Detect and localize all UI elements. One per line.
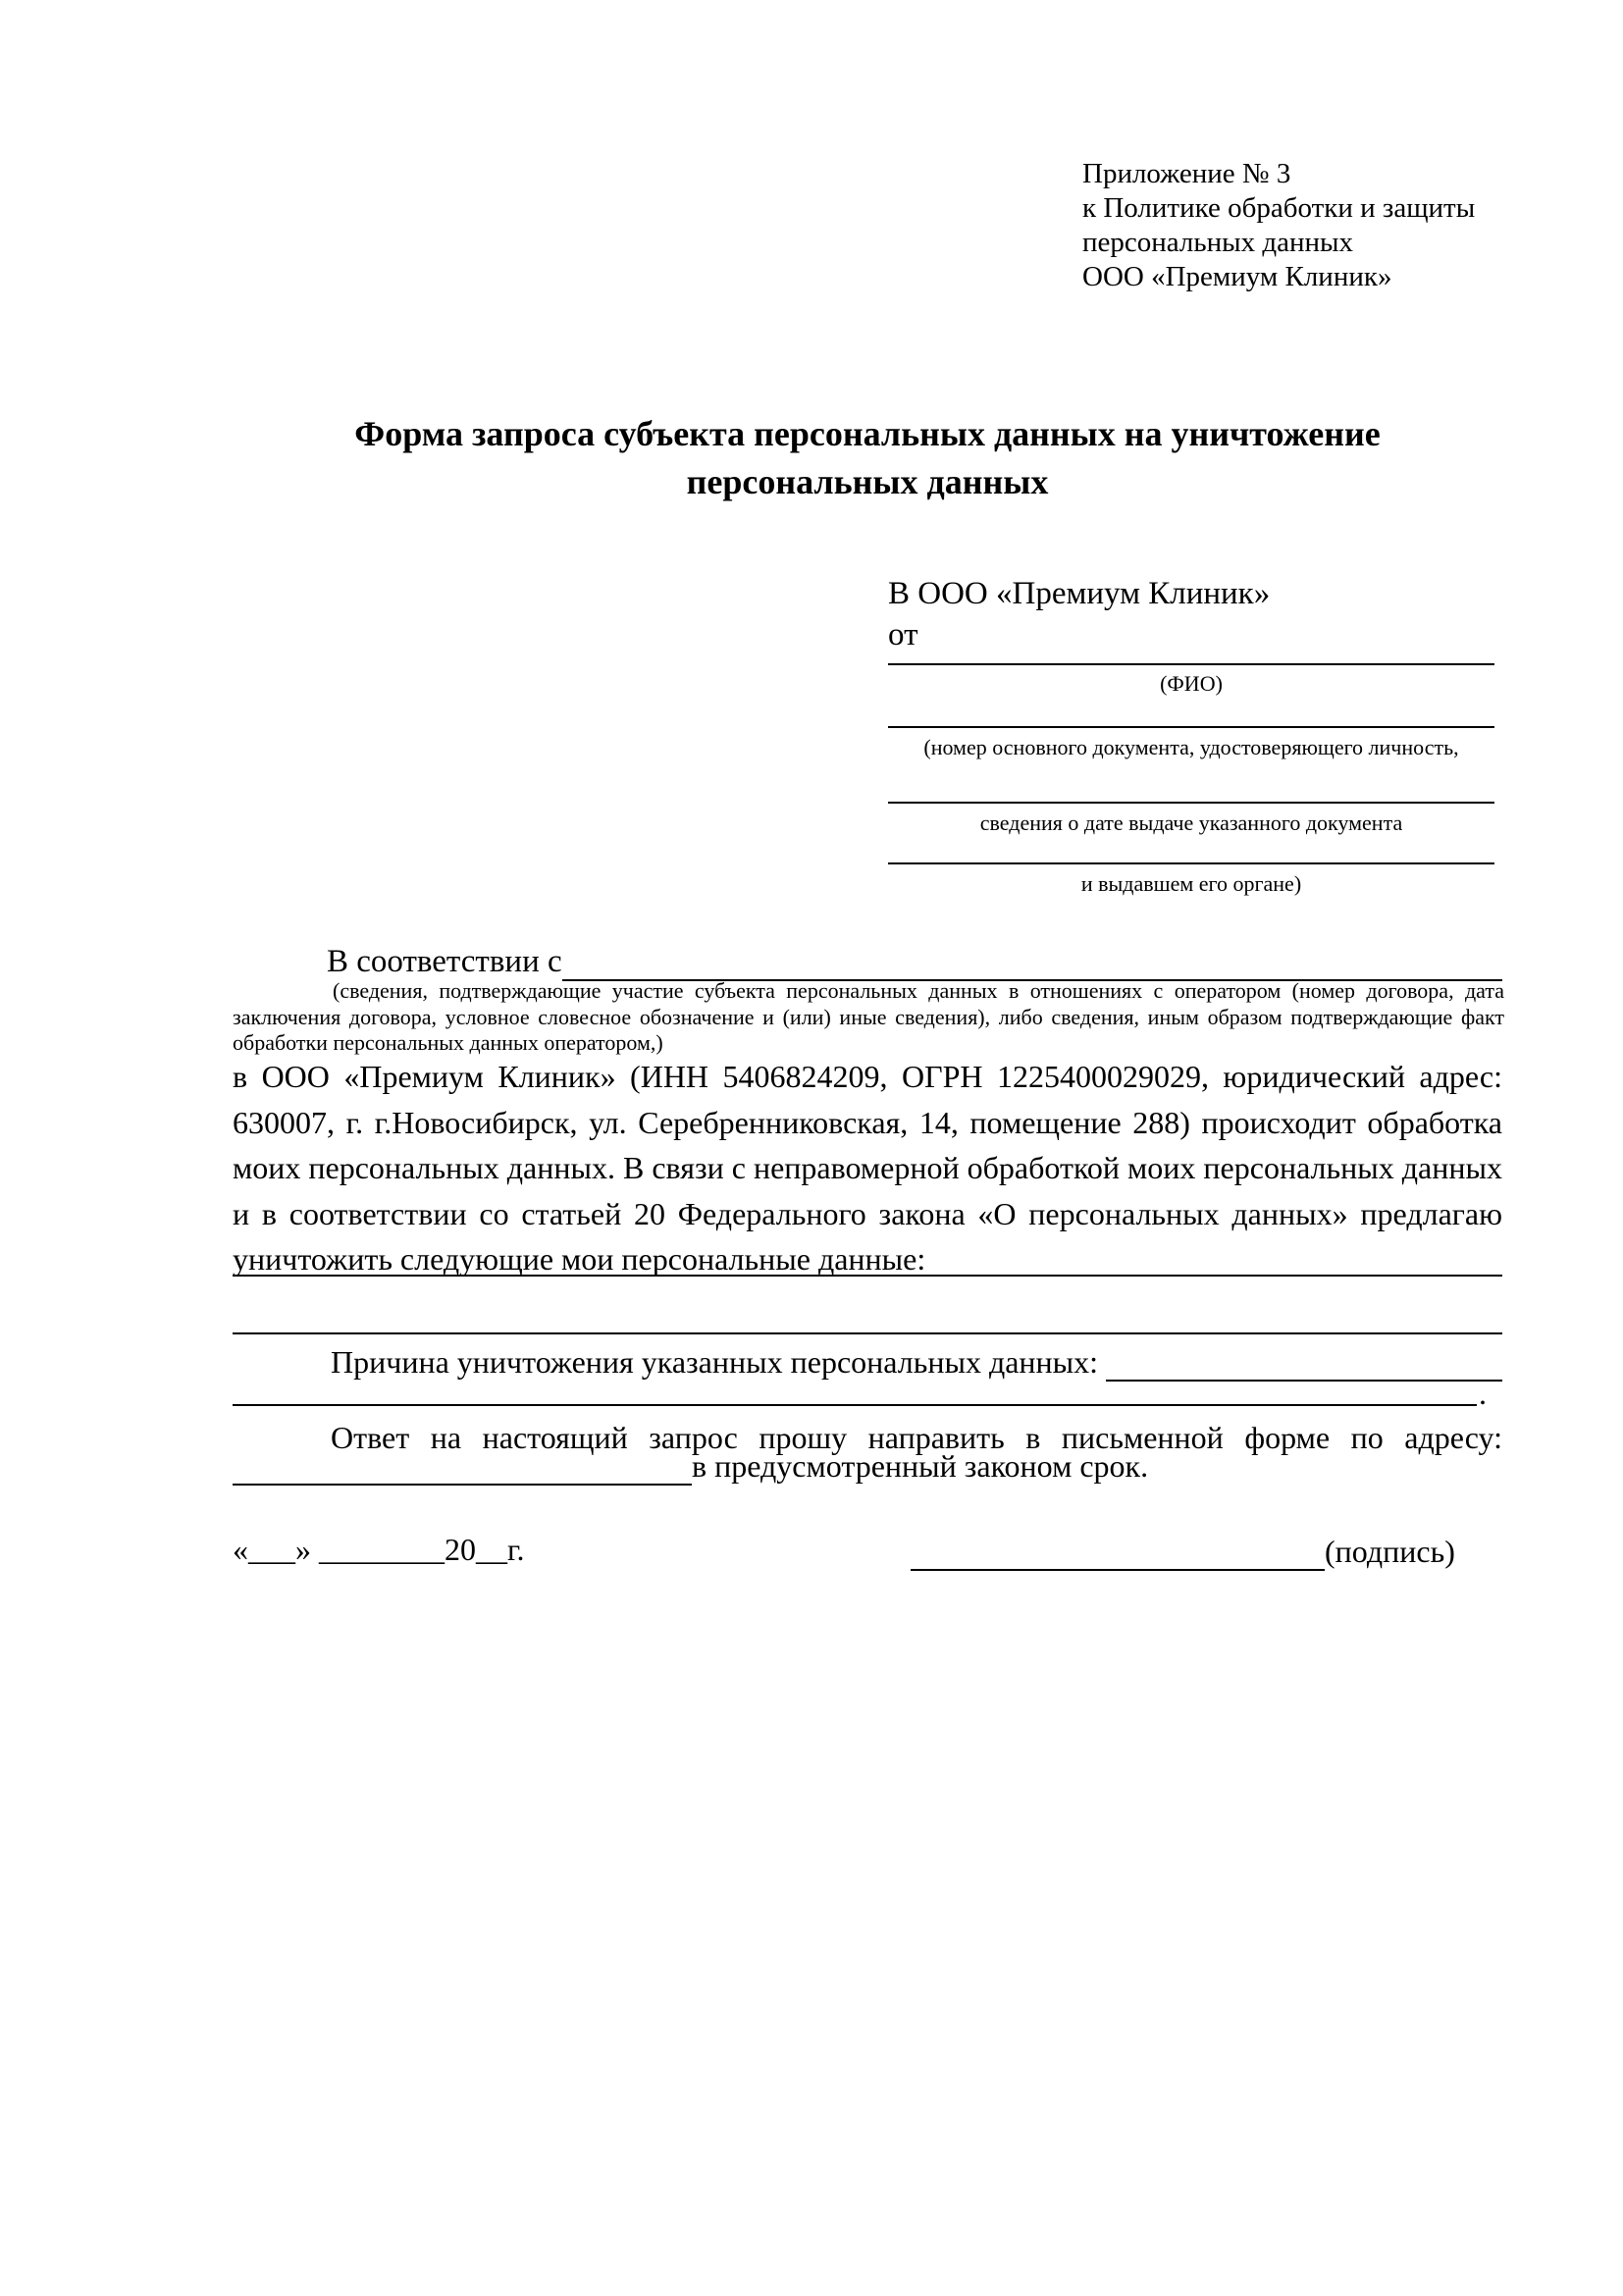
addressee-organization: В ООО «Премиум Клиник»	[888, 576, 1271, 611]
page-title-line-2: персональных данных	[686, 462, 1049, 501]
fio-caption: (ФИО)	[1160, 671, 1223, 696]
document-number-caption: (номер основного документа, удостоверяющего личность,	[923, 735, 1459, 759]
reason-blank-line-2	[233, 1404, 1477, 1406]
appendix-note-line: ООО «Премиум Клиник»	[1082, 261, 1392, 292]
response-request-line: Ответ на настоящий запрос прошу направить в письменной форме по адресу:	[331, 1420, 1502, 1455]
signature-caption: (подпись)	[1325, 1534, 1455, 1569]
appendix-note-line: к Политике обработки и защиты	[1082, 192, 1476, 224]
appendix-note	[1082, 157, 1475, 294]
reason-blank-line	[1106, 1346, 1502, 1382]
reason-row	[233, 1342, 1502, 1382]
document-issuer-caption: и выдавшем его органе)	[1080, 871, 1302, 896]
signature-blank-line	[911, 1536, 1325, 1571]
reason-line-period: .	[1479, 1376, 1487, 1411]
document-issuer-blank-line	[888, 862, 1494, 864]
personal-data-blank-line-1	[233, 1275, 1502, 1277]
accordance-row	[233, 942, 1502, 981]
response-address-blank-line	[233, 1450, 692, 1486]
accordance-blank-line	[562, 946, 1502, 981]
response-request-tail: в предусмотренный законом срок.	[692, 1448, 1149, 1484]
reason-label: Причина уничтожения указанных персональных данных:	[331, 1344, 1099, 1380]
document-issue-date-blank-line	[888, 802, 1494, 804]
response-address-row	[233, 1446, 1502, 1486]
addressee-from-label: от	[888, 617, 918, 652]
accordance-prefix: В соответствии с	[327, 944, 562, 979]
fio-blank-line	[888, 663, 1494, 665]
signature-row	[911, 1532, 1477, 1571]
appendix-note-line: персональных данных	[1082, 227, 1354, 258]
personal-data-blank-line-2	[233, 1332, 1502, 1334]
main-paragraph: в ООО «Премиум Клиник» (ИНН 5406824209, ОГРН 1225400029029, юридический адрес: 630007, г. г.Новосибирск, ул. Серебренниковская, 14, помещение 288) происходит обработка моих персональных данных. В связи с неправомерной обработкой моих персональных данных и в соответствии со статьей 20 Федерального закона «О персональных данных» предлагаю уничтожить следующие мои персональные данные:	[233, 1059, 1502, 1277]
page-title	[233, 410, 1502, 506]
document-number-blank-line	[888, 726, 1494, 728]
document-issue-date-caption: сведения о дате выдаче указанного документа	[979, 810, 1403, 835]
date-blank: «___» ________20__г.	[233, 1532, 525, 1567]
appendix-note-line: Приложение № 3	[1082, 158, 1291, 189]
page-title-line-1: Форма запроса субъекта персональных данных на уничтожение	[354, 414, 1381, 453]
accordance-footnote: (сведения, подтверждающие участие субъекта персональных данных в отношениях с оператором (номер договора, дата заключения договора, условное словесное обозначение и (или) иные сведения), либо сведения, иным образом подтверждающие факт обработки персональных данных оператором,)	[233, 978, 1504, 1055]
